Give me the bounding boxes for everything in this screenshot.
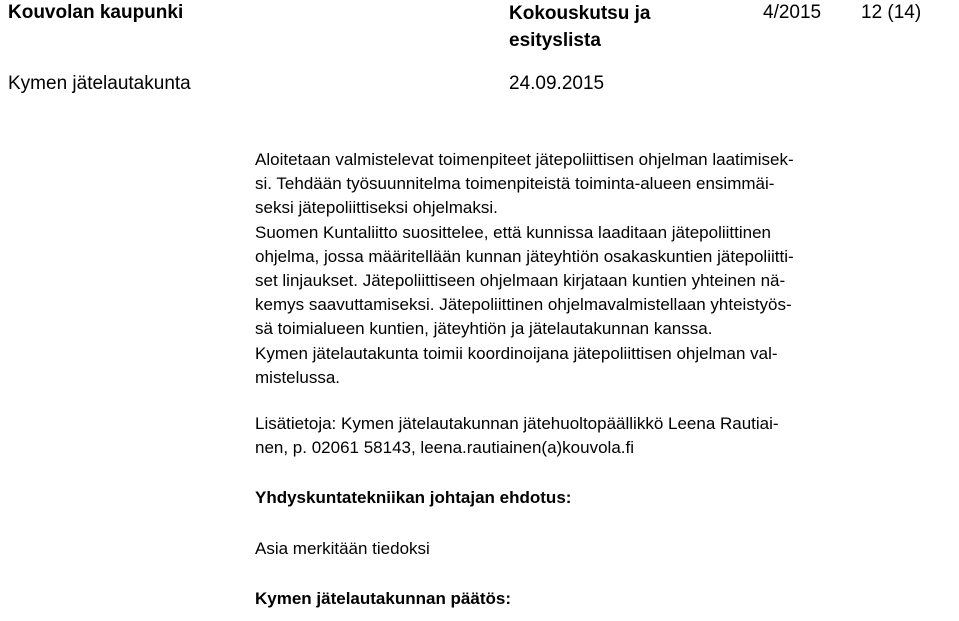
paragraph-line: nen, p. 02061 58143, leena.rautiainen(a)kouvola.fi bbox=[255, 438, 635, 458]
organization-name: Kouvolan kaupunki bbox=[8, 2, 184, 23]
paragraph-line: seksi jätepoliittiseksi ohjelmaksi. bbox=[255, 198, 498, 218]
document-type: Kokouskutsu ja esityslista bbox=[509, 3, 651, 51]
decision-heading: Kymen jätelautakunnan päätös: bbox=[255, 588, 512, 608]
background-paragraph bbox=[255, 148, 945, 390]
paragraph-line: mistelussa. bbox=[255, 367, 341, 387]
paragraph-line: set linjaukset. Jätepoliittiseen ohjelmaan kirjataan kuntien yhteinen nä- bbox=[255, 271, 786, 291]
paragraph-line: Lisätietoja: Kymen jätelautakunnan jätehuoltopäällikkö Leena Rautiai- bbox=[255, 414, 779, 434]
paragraph-line: ohjelma, jossa määritellään kunnan jäteyhtiön osakaskuntien jätepoliitti- bbox=[255, 246, 794, 266]
board-name: Kymen jätelautakunta bbox=[8, 73, 191, 94]
page-indicator: 12 (14) bbox=[861, 2, 922, 23]
proposal-text: Asia merkitään tiedoksi bbox=[255, 538, 430, 558]
paragraph-line: kemys saavuttamiseksi. Jätepoliittinen ohjelmavalmistellaan yhteistyös- bbox=[255, 295, 792, 315]
paragraph-line: si. Tehdään työsuunnitelma toimenpiteistä toiminta-alueen ensimmäi- bbox=[255, 174, 775, 194]
document-body bbox=[255, 148, 945, 611]
paragraph-line: sä toimialueen kuntien, jäteyhtiön ja jätelautakunnan kanssa. bbox=[255, 319, 713, 339]
document-number: 4/2015 bbox=[763, 2, 822, 23]
paragraph-line: Kymen jätelautakunta toimii koordinoijana jätepoliittisen ohjelman val- bbox=[255, 343, 778, 363]
paragraph-line: Aloitetaan valmistelevat toimenpiteet jätepoliittisen ohjelman laatimisek- bbox=[255, 150, 794, 169]
paragraph-line: Suomen Kuntaliitto suosittelee, että kunnissa laaditaan jätepoliittinen bbox=[255, 222, 772, 242]
meeting-date: 24.09.2015 bbox=[509, 73, 605, 94]
contact-paragraph bbox=[255, 412, 945, 460]
proposal-heading: Yhdyskuntatekniikan johtajan ehdotus: bbox=[255, 488, 572, 508]
